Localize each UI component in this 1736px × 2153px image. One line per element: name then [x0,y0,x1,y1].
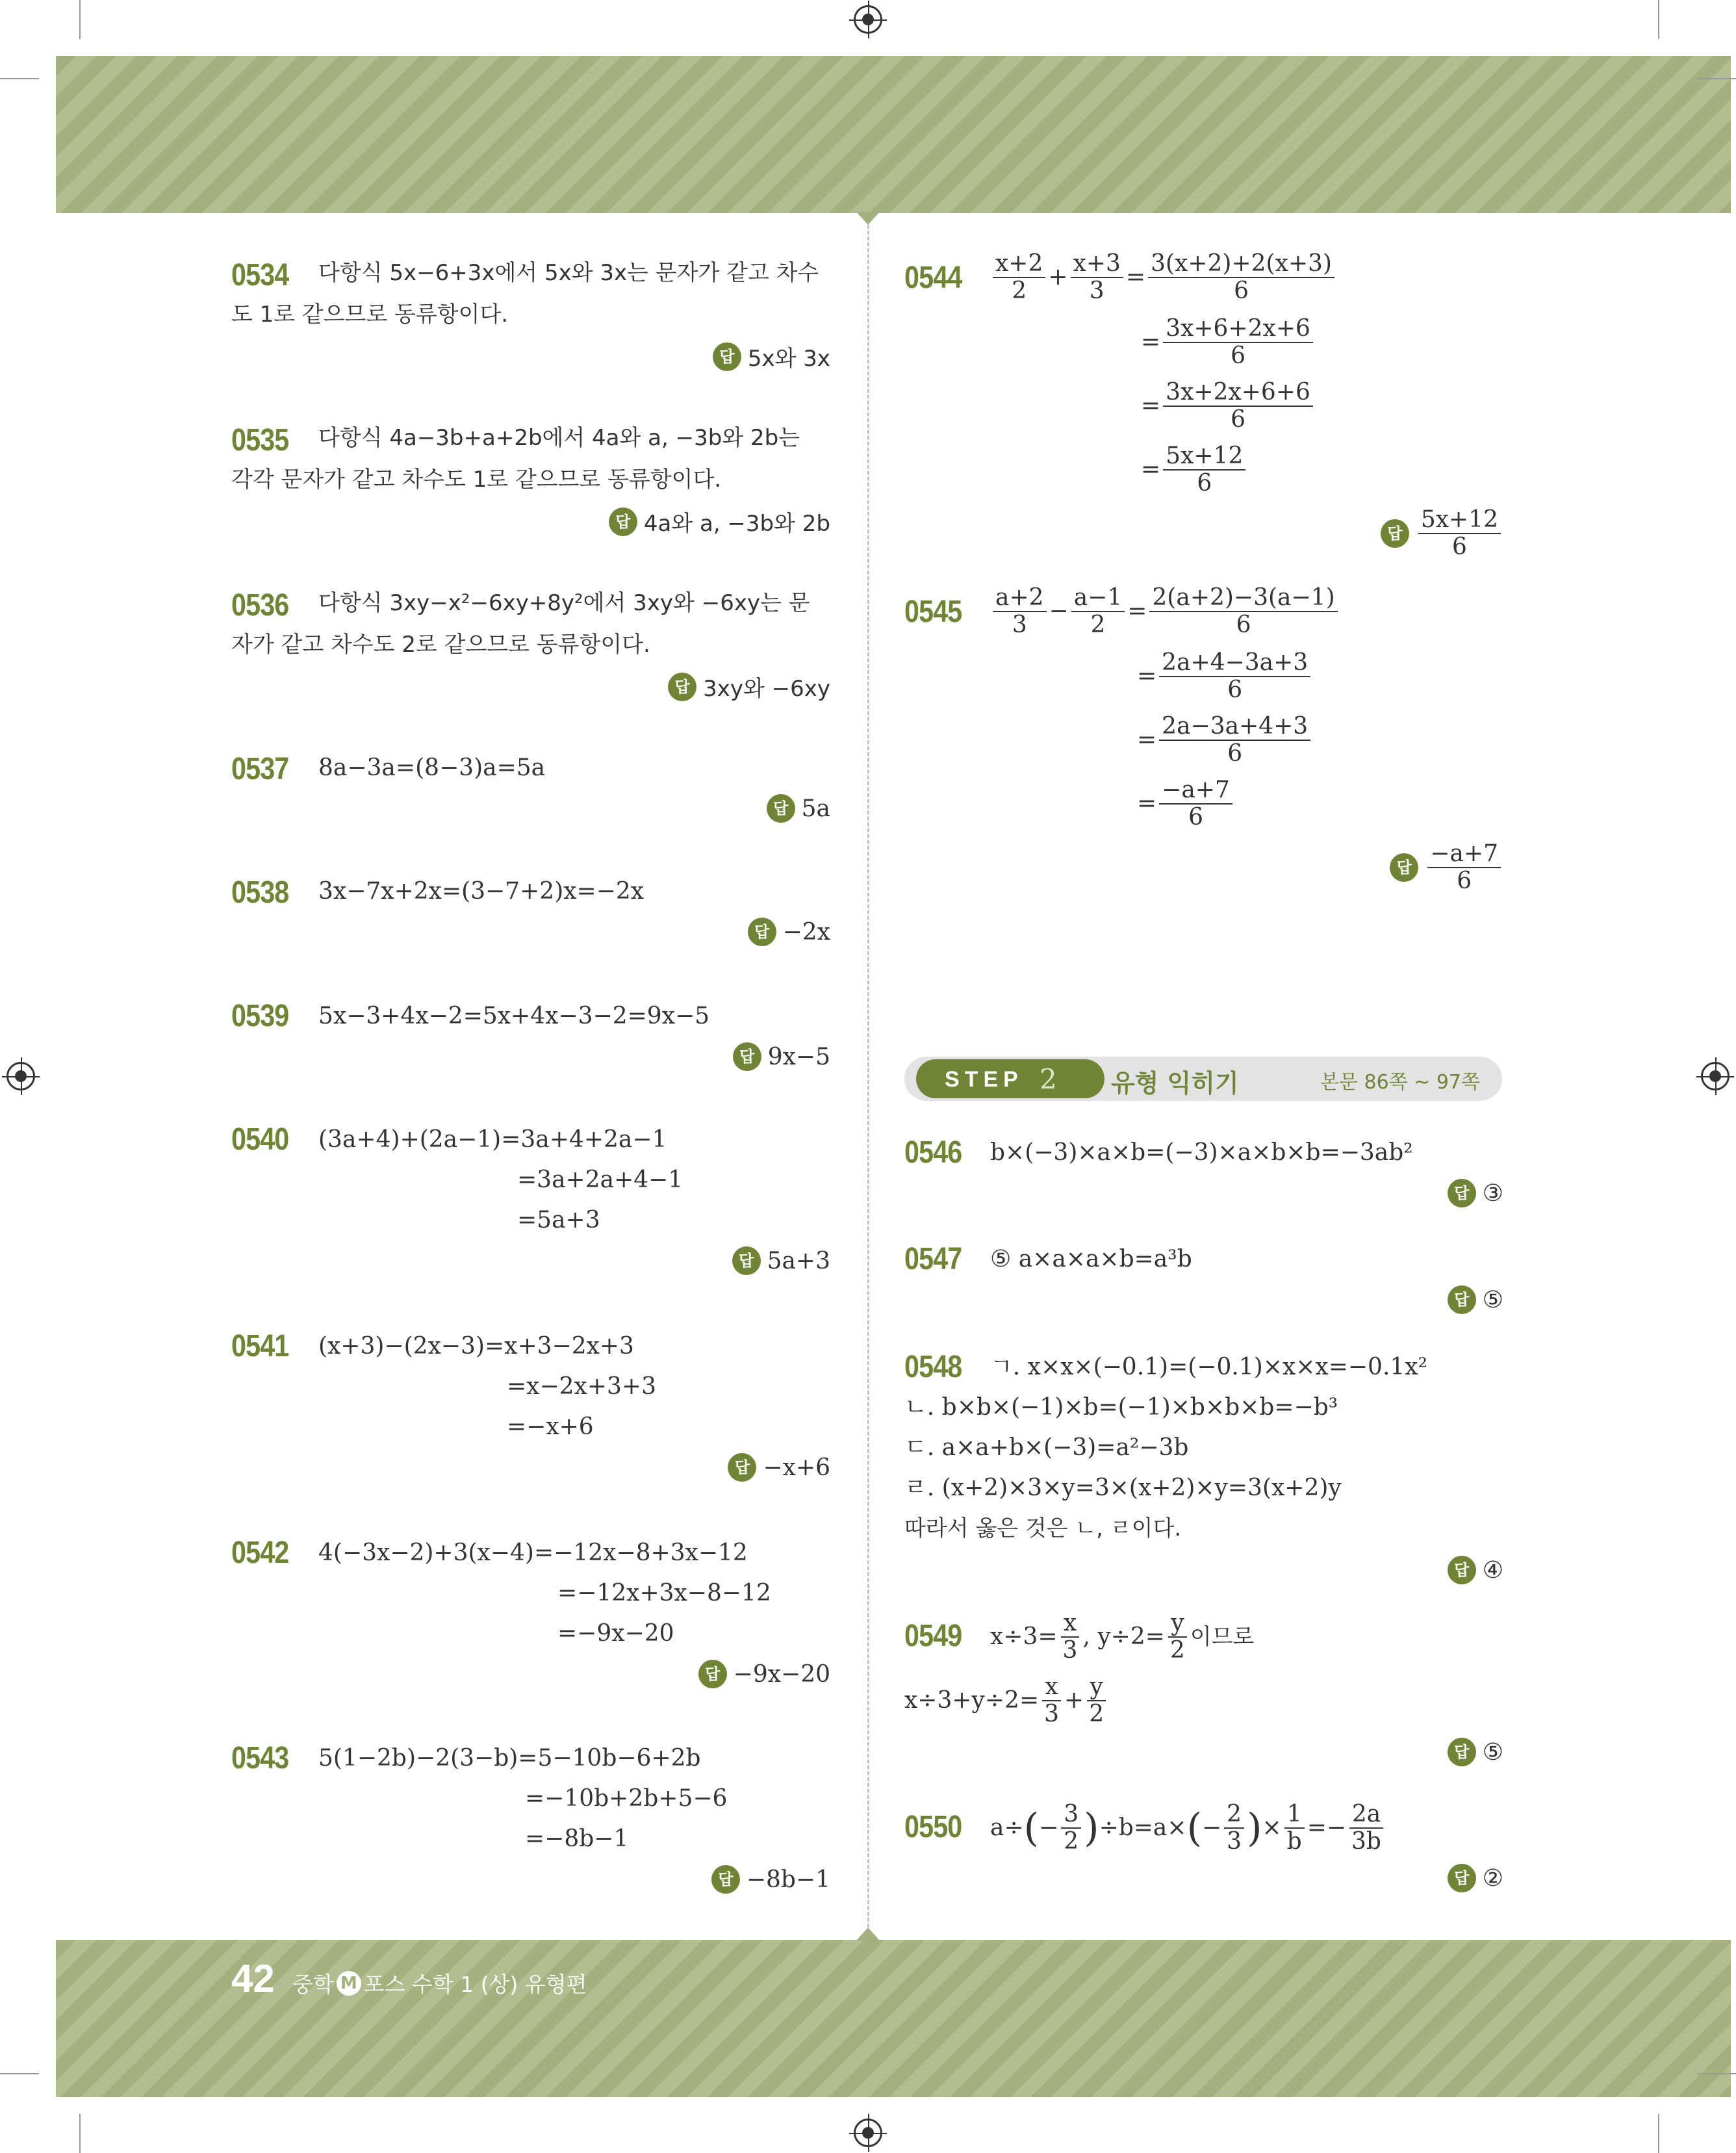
page-number: 42 [231,1957,275,2000]
answer-value: −2x [782,918,830,946]
crop-mark [1697,2073,1736,2074]
fraction: $\frac{a+2}{3}$ [993,585,1047,638]
problem-number: 0547 [904,1242,962,1276]
crop-mark [0,78,39,79]
solution-line: 다항식 3xy−x²−6xy+8y²에서 3xy와 −6xy는 문 [318,590,810,616]
solution-line: =−8b−1 [525,1825,629,1852]
step-header [904,1057,1502,1101]
solution-line: =−10b+2b+5−6 [525,1785,728,1812]
answer [1381,507,1503,560]
answer [1448,1738,1503,1766]
problem-number: 0538 [231,875,289,910]
solution-line: =5a+3 [517,1207,600,1233]
fraction: $\frac{3(x+2)+2(x+3)}{6}$ [1148,251,1334,304]
answer [732,1246,830,1275]
answer-value: −8b−1 [746,1866,830,1893]
answer-value: ② [1482,1864,1503,1892]
fraction: $\frac{3}{2}$ [1061,1801,1081,1855]
answer [748,918,830,946]
answer [1390,841,1503,894]
registration-mark-icon [6,1062,35,1090]
answer-badge: 답 [1448,1738,1476,1766]
crop-mark [1658,0,1659,39]
solution-line: =−12x+3x−8−12 [557,1580,771,1606]
answer-badge: 답 [1448,1179,1476,1207]
fraction: $\frac{2(a+2)-3(a-1)}{6}$ [1149,585,1337,638]
answer-badge: 답 [732,1246,761,1275]
fraction: $\frac{3x+2x+6+6}{6}$ [1163,380,1313,433]
solution-line: (x+3)−(2x−3)=x+3−2x+3 [318,1333,634,1360]
solution-line: =−x+6 [507,1413,594,1440]
answer [668,671,830,703]
answer [767,794,830,823]
answer-fraction: $\frac{-a+7}{6}$ [1427,841,1501,894]
fraction: $\frac{a-1}{2}$ [1071,585,1125,638]
solution-line: ㄴ. b×b×(−1)×b=(−1)×b×b×b=−b³ [904,1394,1338,1421]
step-pill [916,1059,1104,1098]
answer-value: 5x와 3x [747,346,830,372]
step-label: STEP [945,1067,1023,1092]
answer-value: ⑤ [1482,1738,1503,1766]
answer [1448,1864,1503,1892]
answer [711,1865,830,1894]
equation-row: = $\frac{3x+6+2x+6}{6}$ [1141,316,1316,369]
fraction: $\frac{2a-3a+4+3}{6}$ [1159,714,1310,767]
answer-badge: 답 [1381,519,1409,548]
solution-line: =x−2x+3+3 [507,1373,656,1400]
problem-number: 0539 [231,999,289,1033]
fraction: $\frac{y}{2}$ [1086,1674,1106,1727]
fraction: $\frac{3x+6+2x+6}{6}$ [1163,316,1313,369]
problem-number: 0541 [231,1329,289,1363]
answer [733,1042,830,1071]
solution-line: 4(−3x−2)+3(x−4)=−12x−8+3x−12 [318,1540,748,1566]
problem-number: 0549 [904,1619,962,1653]
solution-line: ㄷ. a×a+b×(−3)=a²−3b [904,1434,1189,1461]
solution-line: 5x−3+4x−2=5x+4x−3−2=9x−5 [318,1003,710,1029]
solution-line: 5(1−2b)−2(3−b)=5−10b−6+2b [318,1745,701,1772]
solution-line: 자가 같고 차수도 2로 같으므로 동류항이다. [231,632,650,658]
fraction: $\frac{2a+4-3a+3}{6}$ [1159,650,1310,703]
crop-mark [0,2073,39,2074]
footer-band [56,1940,1731,2097]
answer-value: 5a+3 [767,1247,830,1274]
answer-badge: 답 [609,508,637,536]
fraction: $\frac{1}{b}$ [1284,1801,1305,1855]
equation-row: = $\frac{5x+12}{6}$ [1141,443,1248,496]
fraction: $\frac{y}{2}$ [1168,1610,1188,1664]
fraction: $\frac{x+3}{3}$ [1071,251,1123,304]
solution-line: 각각 문자가 같고 차수도 1로 같으므로 동류항이다. [231,467,722,493]
step-page-reference: 본문 86쪽 ~ 97쪽 [1320,1071,1480,1094]
equation-row: x÷3= $\frac{x}{3}$ , y÷2= $\frac{y}{2}$ 이므로 [990,1610,1255,1664]
equation-row: = $\frac{3x+2x+6+6}{6}$ [1141,380,1316,433]
answer-badge: 답 [711,1865,740,1894]
answer [609,506,830,537]
fraction: $\frac{5x+12}{6}$ [1163,443,1245,496]
answer-value: −x+6 [763,1454,830,1481]
answer-value: ④ [1482,1556,1503,1584]
fraction: $\frac{x}{3}$ [1041,1674,1062,1727]
book-title-suffix: 포스 수학 1 (상) 유형편 [363,1972,587,1997]
crop-mark [79,2114,81,2153]
solution-line: ㄹ. (x+2)×3×y=3×(x+2)×y=3(x+2)y [904,1475,1342,1501]
answer-value: 3xy와 −6xy [703,676,830,702]
column-divider [867,225,869,1927]
registration-mark-icon [854,5,882,34]
header-notch [856,212,880,225]
problem-number: 0543 [231,1741,289,1775]
answer-value: 9x−5 [767,1043,830,1070]
problem-number: 0534 [231,258,289,292]
problem-number: 0542 [231,1536,289,1570]
solution-line: 3x−7x+2x=(3−7+2)x=−2x [318,878,645,905]
fraction: $\frac{-a+7}{6}$ [1159,777,1232,831]
problem-number: 0537 [231,752,289,786]
answer-value: −9x−20 [733,1660,830,1688]
fraction: $\frac{x+2}{2}$ [993,251,1045,304]
solution-line: 따라서 옳은 것은 ㄴ, ㄹ이다. [904,1515,1182,1541]
crop-mark [1697,78,1736,79]
answer [1448,1556,1503,1584]
answer-badge: 답 [698,1660,727,1688]
step-title: 유형 익히기 [1111,1069,1239,1098]
problem-number: 0535 [231,423,289,458]
answer-value: 4a와 a, −3b와 2b [643,511,830,537]
equation-row: x÷3+y÷2= $\frac{x}{3}$ + $\frac{y}{2}$ [904,1674,1109,1727]
crop-mark [1658,2114,1659,2153]
book-title [292,1968,587,1998]
registration-mark-icon [854,2119,882,2147]
equation-row: $\frac{x+2}{2}$ + $\frac{x+3}{3}$ = $\frac{3(x+2)+2(x+3)}{6}$ [990,251,1337,304]
registration-mark-icon [1701,1062,1730,1090]
answer [728,1453,830,1482]
problem-number: 0550 [904,1810,962,1844]
problem-number: 0540 [231,1122,289,1157]
answer-badge: 답 [1448,1864,1476,1892]
solution-line: 8a−3a=(8−3)a=5a [318,754,546,781]
answer-badge: 답 [1390,853,1418,882]
equation-row: $\frac{a+2}{3}$ − $\frac{a-1}{2}$ = $\frac{2(a+2)-3(a-1)}{6}$ [990,585,1340,638]
solution-line: b×(−3)×a×b=(−3)×a×b×b=−3ab² [990,1139,1413,1166]
answer-badge: 답 [733,1042,761,1071]
fraction: $\frac{2a}{3b}$ [1349,1801,1384,1855]
solution-line: ㄱ. x×x×(−0.1)=(−0.1)×x×x=−0.1x² [990,1354,1428,1380]
solution-line: =−9x−20 [557,1620,674,1647]
answer-value: 5a [801,795,830,822]
problem-number: 0546 [904,1135,962,1170]
answer [713,341,830,372]
solution-line: 도 1로 같으므로 동류항이다. [231,302,509,328]
answer-value: ③ [1482,1180,1503,1207]
solution-line: 다항식 4a−3b+a+2b에서 4a와 a, −3b와 2b는 [318,425,800,451]
m-logo-icon: M [337,1971,361,1996]
equation-row: = $\frac{2a+4-3a+3}{6}$ [1137,650,1313,703]
crop-mark [79,0,81,39]
answer-fraction: $\frac{5x+12}{6}$ [1418,507,1501,560]
solution-line: =3a+2a+4−1 [517,1167,683,1193]
problem-number: 0545 [904,595,962,629]
header-band [56,56,1731,213]
answer-badge: 답 [1448,1285,1476,1314]
book-title-prefix: 중학 [292,1972,334,1997]
solution-line: 다항식 5x−6+3x에서 5x와 3x는 문자가 같고 차수 [318,260,819,286]
answer [1448,1285,1503,1314]
equation-row: a÷ ( − $\frac{3}{2}$ ) ÷b=a× ( − $\frac{2}{3}$ ) × $\frac{1}{b}$ =− $\frac{2a}{3b}$ [990,1801,1386,1855]
answer-badge: 답 [1448,1556,1476,1584]
solution-line: (3a+4)+(2a−1)=3a+4+2a−1 [318,1126,667,1153]
fraction: $\frac{2}{3}$ [1224,1801,1244,1855]
answer [698,1660,830,1688]
problem-number: 0544 [904,261,962,295]
answer-badge: 답 [748,918,776,946]
problem-number: 0536 [231,588,289,623]
equation-row: = $\frac{-a+7}{6}$ [1137,777,1235,831]
answer [1448,1179,1503,1207]
problem-number: 0548 [904,1350,962,1384]
answer-value: ⑤ [1482,1286,1503,1313]
footer-notch [856,1927,880,1940]
answer-badge: 답 [713,342,741,371]
equation-row: = $\frac{2a-3a+4+3}{6}$ [1137,714,1313,767]
step-number: 2 [1040,1063,1057,1095]
fraction: $\frac{x}{3}$ [1060,1610,1080,1664]
answer-badge: 답 [668,673,696,701]
answer-badge: 답 [767,794,795,823]
solution-line: ⑤ a×a×a×b=a³b [990,1246,1192,1272]
answer-badge: 답 [728,1453,756,1482]
